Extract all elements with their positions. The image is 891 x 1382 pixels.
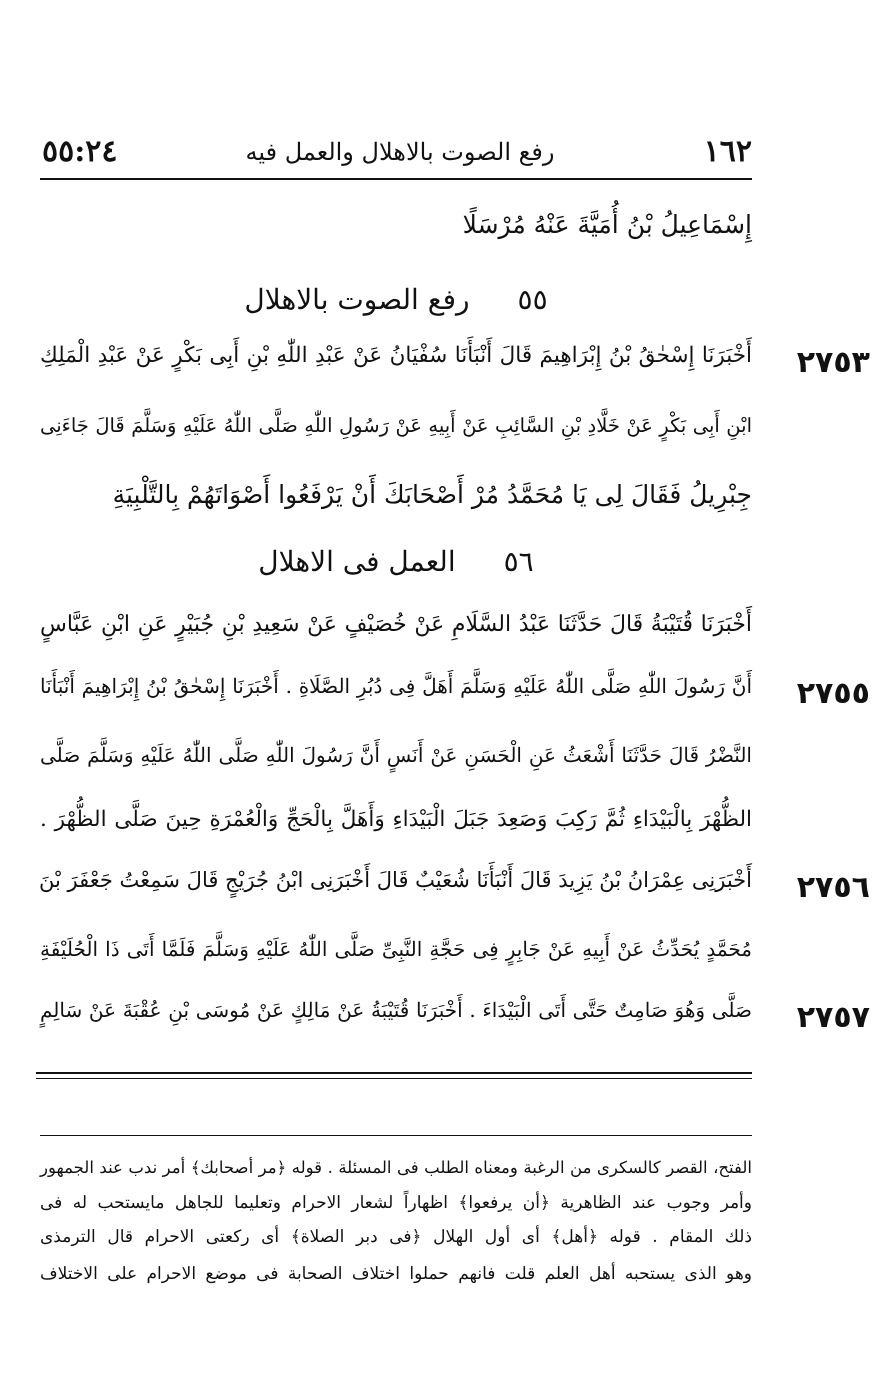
hadith-number: ٢٧٥٣ (796, 345, 870, 380)
hadith-number: ٢٧٥٦ (796, 870, 870, 905)
text-line: جِبْرِيلُ فَقَالَ لِى يَا مُحَمَّدُ مُرْ أَصْحَابَكَ أَنْ يَرْفَعُوا أَصْوَاتَهُمْ بِالتَّلْبِيَةِ (112, 480, 752, 509)
text-line: مُحَمَّدٍ يُحَدِّثُ عَنْ أَبِيهِ عَنْ جَابِرٍ فِى حَجَّةِ النَّبِىِّ صَلَّى اللّٰهُ عَلَيْهِ وَسَلَّمَ فَلَمَّا أَتَى ذَا الْحُلَيْفَةِ (40, 937, 752, 961)
section-number: ٥٦ (503, 545, 534, 578)
footnote-line: وهو الذى يستحبه أهل العلم قلت فانهم حملوا اختلاف الصحابة فى موضع الاحرام على الاختلاف (40, 1264, 752, 1284)
body-end-rule-thin (36, 1078, 752, 1079)
header-rule (40, 178, 752, 180)
footnote-rule (40, 1135, 752, 1136)
footnote-line: ذلك المقام . قوله ﴿أهل﴾ أى أول الهلال ﴿فى دبر الصلاة﴾ أى ركعتى الاحرام قال الترمذى (40, 1227, 752, 1247)
hadith-number: ٢٧٥٧ (796, 1000, 870, 1035)
text-line: أَخْبَرَنَا إِسْحٰقُ بْنُ إِبْرَاهِيمَ قَالَ أَنْبَأَنَا سُفْيَانُ عَنْ عَبْدِ اللّٰهِ بْنِ أَبِى بَكْرٍ عَنْ عَبْدِ الْمَلِكِ (40, 343, 752, 368)
section-title: رفع الصوت بالاهلال (244, 283, 470, 316)
section-heading (40, 545, 752, 578)
section-heading (40, 283, 752, 316)
text-line: صَلَّى وَهُوَ صَامِتٌ حَتَّى أَتَى الْبَيْدَاءَ . أَخْبَرَنَا قُتَيْبَةُ عَنْ مَالِكٍ عَنْ مُوسَى بْنِ عُقْبَةَ عَنْ سَالِمٍ (40, 998, 752, 1022)
text-line: أَخْبَرَنَا قُتَيْبَةُ قَالَ حَدَّثَنَا عَبْدُ السَّلَامِ عَنْ خُصَيْفٍ عَنْ سَعِيدِ بْنِ جُبَيْرٍ عَنِ ابْنِ عَبَّاسٍ (40, 612, 752, 637)
footnote-line: الفتح، القصر كالسكرى من الرغبة ومعناه الطلب فى المسئلة . قوله ﴿مر أصحابك﴾ أمر ندب عند الجمهور (40, 1158, 752, 1177)
hadith-number: ٢٧٥٥ (796, 676, 870, 711)
body-end-rule (36, 1072, 752, 1074)
text-line: أَخْبَرَنِى عِمْرَانُ بْنُ يَزِيدَ قَالَ أَنْبَأَنَا شُعَيْبٌ قَالَ أَخْبَرَنِى ابْنُ جُرَيْجٍ قَالَ سَمِعْتُ جَعْفَرَ بْنَ (39, 868, 752, 892)
section-title: العمل فى الاهلال (258, 545, 456, 578)
continuation-line: إِسْمَاعِيلُ بْنُ أُمَيَّةَ عَنْهُ مُرْسَلًا (462, 210, 752, 239)
running-title: رفع الصوت بالاهلال والعمل فيه (245, 138, 555, 166)
page-header (40, 132, 752, 176)
text-line: أَنَّ رَسُولَ اللّٰهِ صَلَّى اللّٰهُ عَلَيْهِ وَسَلَّمَ أَهَلَّ فِى دُبُرِ الصَّلَاةِ . أَخْبَرَنَا إِسْحٰقُ بْنُ إِبْرَاهِيمَ أَنْبَأَنَا (40, 674, 752, 698)
footnote-line: وأمر وجوب عند الظاهرية ﴿أن يرفعوا﴾ اظهاراً لشعار الاحرام وتعليما للجاهل مايستحب له فى (40, 1193, 752, 1213)
section-number: ٥٥ (517, 283, 548, 316)
page-number: ١٦٢ (703, 134, 752, 169)
chapter-reference: ٥٥:٢٤ (42, 134, 118, 169)
text-line: الظُّهْرَ بِالْبَيْدَاءِ ثُمَّ رَكِبَ وَصَعِدَ جَبَلَ الْبَيْدَاءِ وَأَهَلَّ بِالْحَجِّ وَالْعُمْرَةِ حِينَ صَلَّى الظُّهْرَ . (40, 807, 752, 832)
text-line: النَّضْرُ قَالَ حَدَّثَنَا أَشْعَثُ عَنِ الْحَسَنِ عَنْ أَنَسٍ أَنَّ رَسُولَ اللّٰهِ صَلَّى اللّٰهُ عَلَيْهِ وَسَلَّمَ صَلَّى (40, 743, 752, 767)
text-line: ابْنِ أَبِى بَكْرٍ عَنْ خَلَّادِ بْنِ السَّائِبِ عَنْ أَبِيهِ عَنْ رَسُولِ اللّٰهِ صَلَّى اللّٰهُ عَلَيْهِ وَسَلَّمَ قَالَ جَاءَنِى (40, 414, 752, 437)
